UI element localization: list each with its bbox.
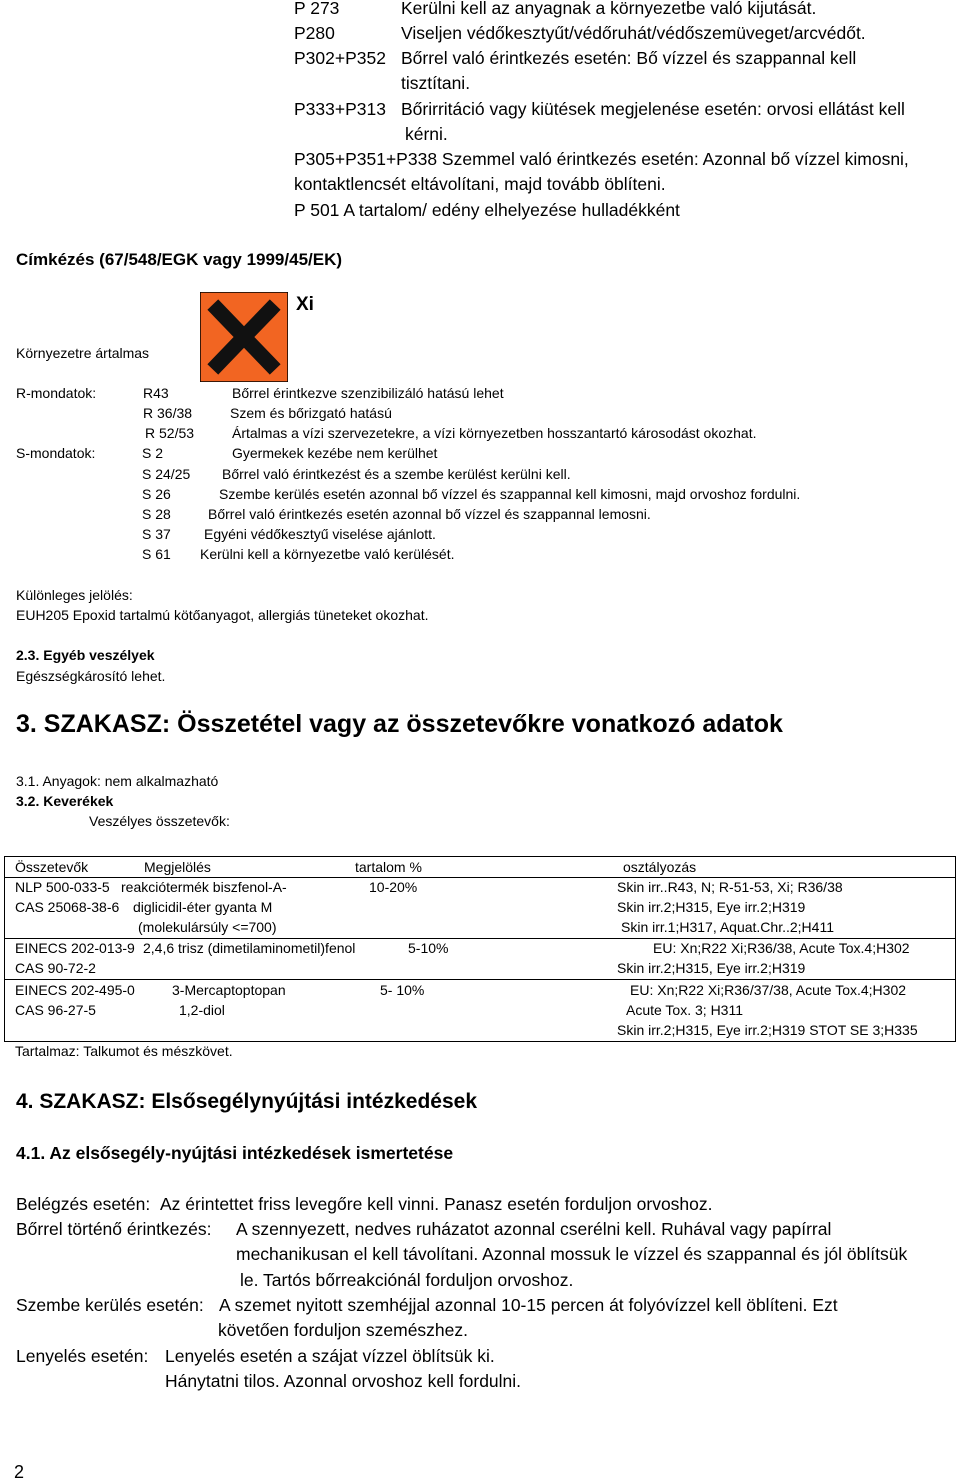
table-cell: 1,2-diol [179, 1002, 225, 1018]
table-cell: Skin irr..R43, N; R-51-53, Xi; R36/38 [617, 879, 843, 895]
special-marking-label: Különleges jelölés: [16, 587, 133, 603]
p-text-continued: kérni. [405, 124, 448, 144]
table-divider [5, 877, 955, 878]
r-phrase-text: Bőrrel érintkezve szenzibilizáló hatású lehet [232, 385, 504, 401]
table-cell: CAS 96-27-5 [15, 1002, 96, 1018]
section3-sub1: 3.1. Anyagok: nem alkalmazható [16, 773, 219, 789]
table-cell: reakciótermék biszfenol-A- [121, 879, 287, 895]
table-cell: Skin irr.2;H315, Eye irr.2;H319 [617, 960, 806, 976]
section4-title: 4. SZAKASZ: Elsősegélynyújtási intézkedések [16, 1090, 477, 1113]
table-cell: diglicidil-éter gyanta M [133, 899, 273, 915]
s-phrase-text: Szembe kerülés esetén azonnal bő vízzel és szappannal kell kimosni, majd orvoshoz fordulni. [219, 486, 801, 502]
eye-text: követően forduljon szemészhez. [218, 1320, 468, 1340]
section4-sub1: 4.1. Az elsősegély-nyújtási intézkedések ismertetése [16, 1143, 454, 1163]
r-phrase-code: R 36/38 [143, 405, 193, 421]
table-header: osztályozás [623, 859, 697, 875]
p-statement-line: P305+P351+P338 Szemmel való érintkezés esetén: Azonnal bő vízzel kimosni, [294, 149, 909, 169]
s-phrase-text: Bőrrel való érintkezés esetén azonnal bő vízzel és szappannal lemosni. [208, 506, 651, 522]
table-header: Összetevők [15, 859, 89, 875]
table-cell: EU: Xn;R22 Xi;R36/38, Acute Tox.4;H302 [653, 940, 910, 956]
ingestion-text: Lenyelés esetén a szájat vízzel öblítsük ki. [165, 1346, 495, 1366]
r-phrase-text: Szem és bőrizgató hatású [230, 405, 392, 421]
p-text: Viseljen védőkesztyűt/védőruhát/védőszemüveget/arcvédőt. [401, 23, 866, 43]
s-phrase-code: S 26 [142, 486, 171, 502]
table-cell: CAS 90-72-2 [15, 960, 96, 976]
s-phrase-text: Gyermekek kezébe nem kerülhet [232, 445, 438, 461]
p-text: Bőrrel való érintkezés esetén: Bő vízzel és szappannal kell [401, 48, 857, 68]
s-phrase-code: S 28 [142, 506, 171, 522]
table-note: Tartalmaz: Talkumot és mészkövet. [15, 1043, 233, 1059]
r-phrase-code: R43 [143, 385, 169, 401]
table-cell: Skin irr.1;H317, Aquat.Chr..2;H411 [621, 919, 834, 935]
table-cell: EINECS 202-495-0 [15, 982, 135, 998]
xi-hazard-icon [200, 292, 288, 382]
section3-title: 3. SZAKASZ: Összetétel vagy az összetevőkre vonatkozó adatok [16, 710, 783, 738]
p-code: P302+P352 [294, 48, 386, 68]
dangerous-components-label: Veszélyes összetevők: [89, 813, 230, 829]
r-phrase-text: Ártalmas a vízi szervezetekre, a vízi környezetben hosszantartó károsodást okozhat. [232, 425, 757, 441]
table-divider [5, 938, 955, 939]
ingestion-text: Hánytatni tilos. Azonnal orvoshoz kell fordulni. [165, 1371, 522, 1391]
p-text-continued: tisztítani. [401, 73, 471, 93]
s-phrase-code: S 2 [142, 445, 164, 461]
skin-text: mechanikusan el kell távolítani. Azonnal mossuk le vízzel és szappannal és jól öblítsük [236, 1244, 908, 1264]
s-phrase-text: Bőrrel való érintkezést és a szembe kerülést kerülni kell. [222, 466, 571, 482]
table-cell: Skin irr.2;H315, Eye irr.2;H319 [617, 899, 806, 915]
skin-text: A szennyezett, nedves ruházatot azonnal cserélni kell. Ruhával vagy papírral [236, 1219, 832, 1239]
r-phrase-code: R 52/53 [145, 425, 195, 441]
table-cell: 5-10% [408, 940, 449, 956]
table-cell: Skin irr.2;H315, Eye irr.2;H319 STOT SE 3;H335 [617, 1022, 918, 1038]
inhalation-text: Az érintettet friss levegőre kell vinni. Panasz esetén forduljon orvoshoz. [160, 1194, 713, 1214]
s-phrase-text: Kerülni kell a környezetbe való kerülését. [200, 546, 455, 562]
p-code: P 273 [294, 0, 340, 18]
table-cell: (molekulársúly <=700) [138, 919, 277, 935]
table-header: Megjelölés [144, 859, 211, 875]
p-code: P280 [294, 23, 335, 43]
p-text: Kerülni kell az anyagnak a környezetbe való kijutását. [401, 0, 817, 18]
labeling-heading: Címkézés (67/548/EGK vagy 1999/45/EK) [16, 250, 343, 269]
table-cell: EINECS 202-013-9 [15, 940, 135, 956]
skin-label: Bőrrel történő érintkezés: [16, 1219, 212, 1239]
inhalation-label: Belégzés esetén: [16, 1194, 151, 1214]
page-number: 2 [14, 1462, 25, 1482]
p-statement-line: kontaktlencsét eltávolítani, majd tovább öblíteni. [294, 174, 666, 194]
s-phrase-code: S 37 [142, 526, 171, 542]
table-cell: 10-20% [369, 879, 418, 895]
r-phrases-label: R-mondatok: [16, 385, 97, 401]
table-cell: 3-Mercaptoptopan [172, 982, 286, 998]
ingestion-label: Lenyelés esetén: [16, 1346, 149, 1366]
s-phrases-label: S-mondatok: [16, 445, 96, 461]
skin-text: le. Tartós bőrreakciónál forduljon orvoshoz. [240, 1270, 574, 1290]
table-cell: 2,4,6 trisz (dimetilaminometil)fenol [143, 940, 356, 956]
s-phrase-code: S 61 [142, 546, 171, 562]
other-hazards-text: Egészségkárosító lehet. [16, 668, 166, 684]
table-cell: EU: Xn;R22 Xi;R36/37/38, Acute Tox.4;H302 [630, 982, 907, 998]
table-cell: Acute Tox. 3; H311 [626, 1002, 743, 1018]
other-hazards-heading: 2.3. Egyéb veszélyek [16, 647, 155, 663]
s-phrase-code: S 24/25 [142, 466, 191, 482]
p-code: P333+P313 [294, 99, 386, 119]
eye-label: Szembe kerülés esetén: [16, 1295, 204, 1315]
table-cell: NLP 500-033-5 [15, 879, 110, 895]
hazard-symbol-code: Xi [296, 294, 314, 315]
table-divider [5, 979, 955, 980]
table-cell: 5- 10% [380, 982, 425, 998]
table-header: tartalom % [355, 859, 422, 875]
p-text: Bőrirritáció vagy kiütések megjelenése esetén: orvosi ellátást kell [401, 99, 905, 119]
special-marking-text: EUH205 Epoxid tartalmú kötőanyagot, allergiás tüneteket okozhat. [16, 607, 429, 623]
s-phrase-text: Egyéni védőkesztyű viselése ajánlott. [204, 526, 436, 542]
eye-text: A szemet nyitott szemhéjjal azonnal 10-15 percen át folyóvízzel kell öblíteni. Ezt [219, 1295, 838, 1315]
table-cell: CAS 25068-38-6 [15, 899, 120, 915]
hazard-label: Környezetre ártalmas [16, 345, 150, 361]
section3-sub2: 3.2. Keverékek [16, 793, 114, 809]
p-statement-line: P 501 A tartalom/ edény elhelyezése hulladékként [294, 200, 680, 220]
